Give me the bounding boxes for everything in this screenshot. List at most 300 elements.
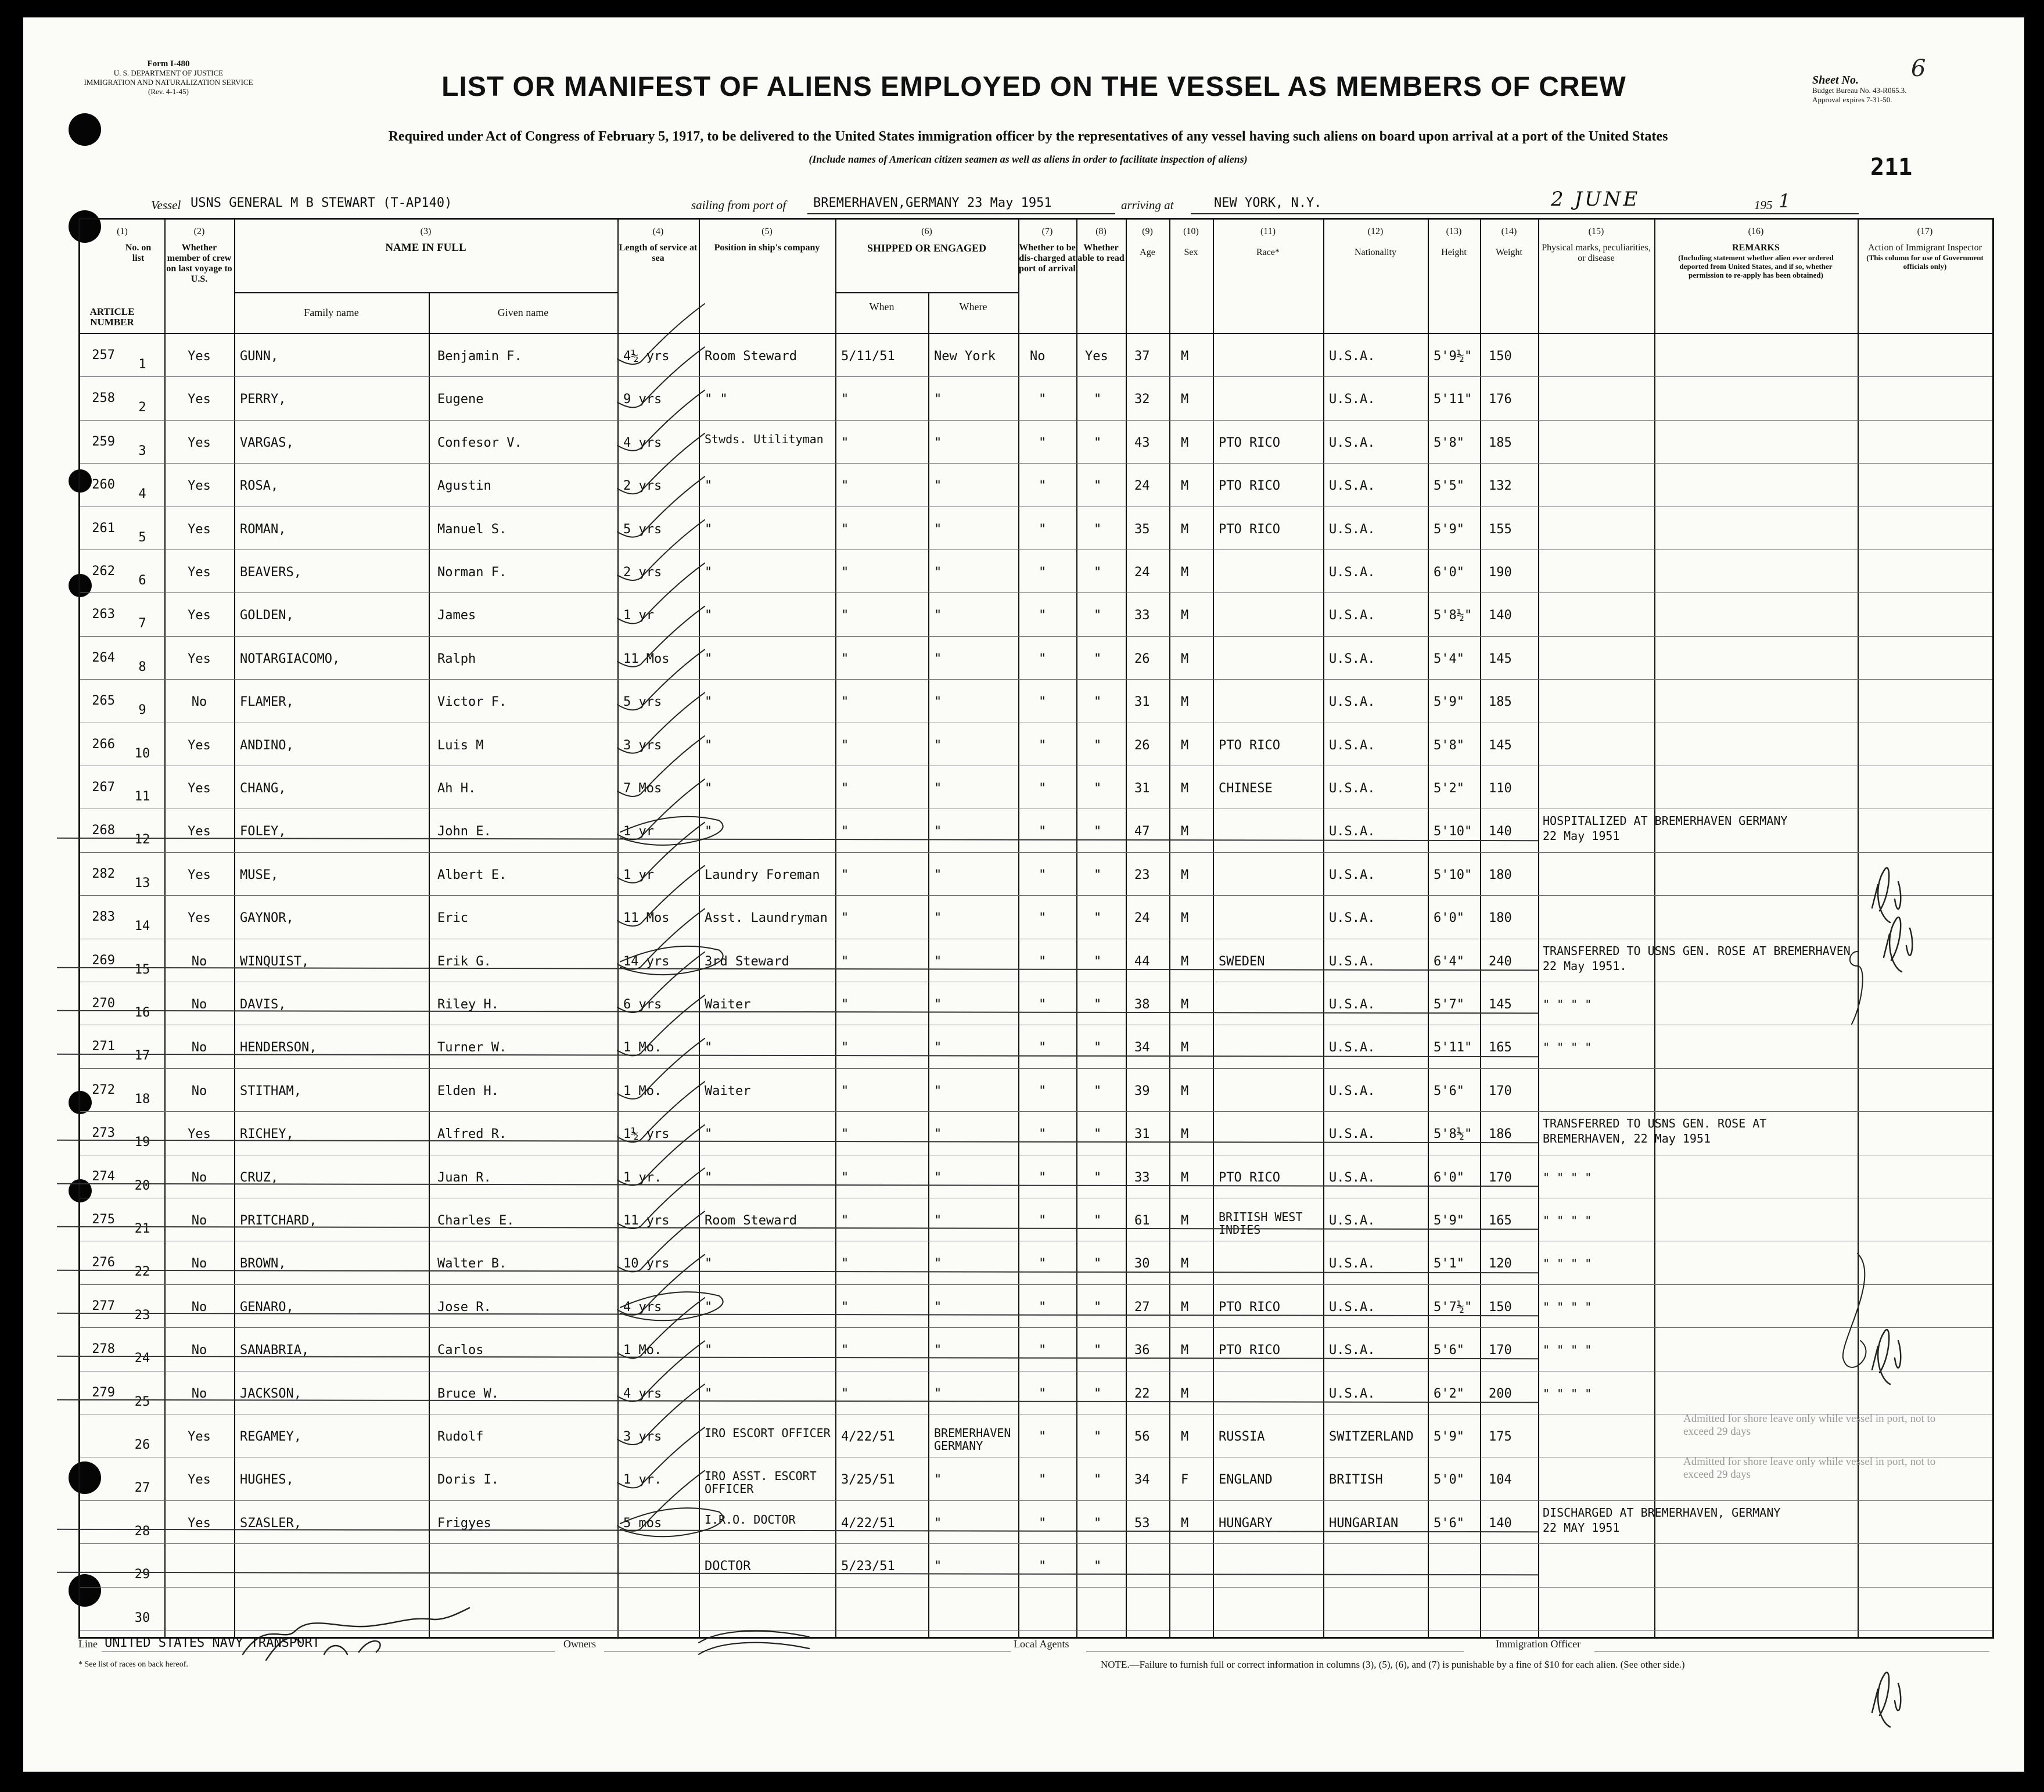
circle-mark (620, 817, 723, 845)
age: 31 (1134, 781, 1150, 796)
position: IRO ASST. ESCORT OFFICER (705, 1469, 817, 1496)
inspector-action: Admitted for shore leave only while vessel in port, not to exceed 29 days (1683, 1456, 1936, 1481)
vessel-label: Vessel (151, 198, 181, 212)
article-number: 265 (92, 694, 115, 709)
arriving-at: NEW YORK, N.Y. (1214, 196, 1322, 210)
weight: 132 (1489, 479, 1512, 494)
header-c17-note: (This column for use of Government officials only) (1866, 253, 1984, 271)
line-number: 16 (134, 1005, 150, 1020)
can-read: " (1094, 1473, 1102, 1488)
vessel-name: USNS GENERAL M B STEWART (T-AP140) (191, 196, 452, 210)
check-mark (617, 649, 705, 710)
prior-voyage: No (191, 1386, 207, 1401)
discharged: " (1039, 824, 1047, 839)
remarks: " " " " (1543, 997, 1592, 1011)
weight: 145 (1489, 651, 1512, 666)
sheet-label: Sheet No. (1812, 74, 1859, 87)
given-name: Rudolf (437, 1430, 484, 1444)
service-length: 7 Mos (623, 781, 662, 796)
weight: 170 (1489, 1343, 1512, 1358)
line-number: 6 (138, 573, 146, 588)
service-length: 1 yr. (623, 1170, 662, 1185)
prior-voyage: Yes (188, 1430, 211, 1444)
remarks: " " " " (1543, 1170, 1592, 1184)
check-mark (617, 1125, 705, 1186)
initials-mark (1872, 868, 1901, 922)
height: 5'0" (1434, 1473, 1464, 1488)
line-number: 14 (134, 919, 150, 934)
shipped-where: " (934, 911, 942, 926)
check-mark (617, 347, 705, 407)
service-length: 1 yr (623, 608, 654, 623)
race: SWEDEN (1219, 954, 1265, 969)
service-length: 6 yrs (623, 997, 662, 1012)
nationality: U.S.A. (1329, 695, 1375, 710)
weight: 165 (1489, 1213, 1512, 1228)
weight: 145 (1489, 738, 1512, 753)
revision: (Rev. 4-1-45) (148, 87, 189, 96)
header-c6-num: (6) (921, 227, 932, 236)
service-length: 1 Mo. (623, 1040, 662, 1055)
check-mark (617, 477, 705, 537)
form-identifier (58, 59, 279, 96)
prior-voyage: Yes (188, 349, 211, 364)
height: 5'9½" (1434, 349, 1472, 364)
line-number: 22 (134, 1265, 150, 1280)
nationality: SWITZERLAND (1329, 1430, 1414, 1444)
position: Waiter (705, 1083, 751, 1098)
check-mark (617, 736, 705, 796)
prior-voyage: Yes (188, 392, 211, 407)
arrival-date: 2 JUNE (1551, 188, 1640, 211)
position: " (705, 824, 713, 839)
nationality: U.S.A. (1329, 1170, 1375, 1185)
shipped-when: " (841, 1083, 849, 1098)
shipped-where: " (934, 479, 942, 494)
discharged: " (1039, 1516, 1047, 1531)
check-mark (617, 866, 705, 926)
service-length: 1 yr. (623, 1473, 662, 1488)
age: 53 (1134, 1516, 1150, 1531)
races-note: * See list of races on back hereof. (78, 1660, 188, 1669)
weight: 110 (1489, 781, 1512, 796)
header-c3: NAME IN FULL (385, 242, 466, 254)
height: 5'9" (1434, 695, 1464, 710)
nationality: U.S.A. (1329, 435, 1375, 450)
age: 47 (1134, 824, 1150, 839)
circle-mark (620, 1508, 723, 1536)
header-c17-num: (17) (1917, 227, 1933, 236)
check-mark (617, 909, 705, 969)
sex: M (1181, 1299, 1189, 1315)
check-mark (617, 1255, 705, 1315)
bracket-mark (1850, 951, 1863, 1024)
shipped-when: " (841, 1386, 849, 1401)
header-given-name: Given name (497, 307, 549, 318)
given-name: Turner W. (437, 1040, 507, 1055)
weight: 176 (1489, 392, 1512, 407)
age: 43 (1134, 435, 1150, 450)
can-read: " (1094, 1516, 1102, 1531)
service-length: 1 yr (623, 824, 654, 839)
family-name: FOLEY, (240, 824, 286, 839)
remarks-date: 22 MAY 1951 (1543, 1520, 1620, 1535)
age: 35 (1134, 522, 1150, 537)
page-stamp: 211 (1870, 154, 1913, 181)
shipped-when: " (841, 997, 849, 1012)
age: 32 (1134, 392, 1150, 407)
shipped-where: " (934, 1213, 942, 1228)
shipped-where: " (934, 435, 942, 450)
service-length: 4 yrs (623, 1299, 662, 1315)
sex: M (1181, 954, 1189, 969)
height: 5'5" (1434, 479, 1464, 494)
discharged: " (1039, 1473, 1047, 1488)
discharged: " (1039, 738, 1047, 753)
article-number: 275 (92, 1212, 115, 1227)
discharged: " (1039, 695, 1047, 710)
position: Stwds. Utilityman (705, 432, 824, 446)
discharged: " (1039, 1386, 1047, 1401)
nationality: U.S.A. (1329, 867, 1375, 882)
check-mark (617, 952, 705, 1012)
prior-voyage: No (191, 1256, 207, 1272)
article-number: 260 (92, 477, 115, 493)
sex: M (1181, 1430, 1189, 1444)
weight: 180 (1489, 911, 1512, 926)
check-mark (617, 606, 705, 667)
position: " (705, 565, 713, 580)
race: CHINESE (1219, 781, 1273, 796)
sex: M (1181, 824, 1189, 839)
position: " " (705, 392, 728, 407)
shipped-when: " (841, 867, 849, 882)
nationality: U.S.A. (1329, 1256, 1375, 1272)
sex: M (1181, 522, 1189, 537)
height: 6'0" (1434, 911, 1464, 926)
remarks: " " " " (1543, 1386, 1592, 1400)
line-value: UNITED STATES NAVY TRANSPORT (105, 1636, 320, 1650)
family-name: DAVIS, (240, 997, 286, 1012)
position: Waiter (705, 997, 751, 1012)
header-c2: Whether member of crew on last voyage to U.S. (166, 243, 232, 284)
service-length: 5 yrs (623, 695, 662, 710)
weight: 165 (1489, 1040, 1512, 1055)
shipped-where: " (934, 1559, 942, 1574)
weight: 186 (1489, 1127, 1512, 1142)
weight: 185 (1489, 435, 1512, 450)
given-name: James (437, 608, 476, 623)
line-number: 20 (134, 1178, 150, 1193)
discharged: " (1039, 997, 1047, 1012)
discharged: " (1039, 1430, 1047, 1444)
age: 26 (1134, 738, 1150, 753)
article-number: 277 (92, 1298, 115, 1313)
article-number: 267 (92, 780, 115, 795)
sex: M (1181, 738, 1189, 753)
service-length: 4 yrs (623, 435, 662, 450)
shipped-when: " (841, 695, 849, 710)
handwritten-marks (80, 220, 1992, 1637)
can-read: " (1094, 565, 1102, 580)
nationality: U.S.A. (1329, 1299, 1375, 1315)
line-number: 24 (134, 1351, 150, 1366)
sex: M (1181, 1213, 1189, 1228)
height: 5'11" (1434, 1040, 1472, 1055)
height: 5'6" (1434, 1516, 1464, 1531)
family-name: FLAMER, (240, 695, 294, 710)
discharged: " (1039, 1256, 1047, 1272)
height: 5'2" (1434, 781, 1464, 796)
family-name: CHANG, (240, 781, 286, 796)
position: Asst. Laundryman (705, 911, 828, 926)
family-name: BEAVERS, (240, 565, 301, 580)
sailing-label: sailing from port of (691, 198, 786, 212)
shipped-when: " (841, 435, 849, 450)
given-name: Manuel S. (437, 522, 507, 537)
remarks: TRANSFERRED TO USNS GEN. ROSE AT BREMERHAVEN (1543, 943, 1851, 958)
sex: M (1181, 608, 1189, 623)
remarks: " " " " (1543, 1256, 1592, 1271)
discharged: " (1039, 479, 1047, 494)
height: 5'7½" (1434, 1299, 1472, 1315)
given-name: John E. (437, 824, 491, 839)
line-number: 13 (134, 875, 150, 890)
race: PTO RICO (1219, 435, 1280, 450)
prior-voyage: Yes (188, 867, 211, 882)
can-read: " (1094, 479, 1102, 494)
family-name: VARGAS, (240, 435, 294, 450)
discharged: " (1039, 1213, 1047, 1228)
shipped-when: 4/22/51 (841, 1516, 895, 1531)
height: 5'8½" (1434, 1127, 1472, 1142)
article-number: 283 (92, 910, 115, 925)
given-name: Eugene (437, 392, 484, 407)
nationality: U.S.A. (1329, 997, 1375, 1012)
height: 5'9" (1434, 1213, 1464, 1228)
check-mark (617, 995, 705, 1055)
family-name: ROMAN, (240, 522, 286, 537)
check-mark (617, 1039, 705, 1099)
budget-bureau: Budget Bureau No. 43-R065.3. (1812, 86, 1907, 95)
can-read: " (1094, 997, 1102, 1012)
header-c11-num: (11) (1260, 227, 1276, 236)
can-read: " (1094, 954, 1102, 969)
article-number: 258 (92, 391, 115, 406)
weight: 150 (1489, 1299, 1512, 1315)
prior-voyage: No (191, 1040, 207, 1055)
prior-voyage: No (191, 954, 207, 969)
line-number: 10 (134, 746, 150, 761)
family-name: HENDERSON, (240, 1040, 317, 1055)
given-name: Elden H. (437, 1083, 499, 1098)
shipped-when: " (841, 1213, 849, 1228)
shipped-where: " (934, 867, 942, 882)
remarks: " " " " (1543, 1343, 1592, 1358)
discharged: " (1039, 781, 1047, 796)
prior-voyage: Yes (188, 565, 211, 580)
family-name: GUNN, (240, 349, 279, 364)
position: Room Steward (705, 1213, 797, 1228)
line-number: 8 (138, 659, 146, 674)
check-mark (617, 304, 705, 364)
weight: 104 (1489, 1473, 1512, 1488)
nationality: U.S.A. (1329, 479, 1375, 494)
can-read: " (1094, 1430, 1102, 1444)
sex: M (1181, 695, 1189, 710)
age: 39 (1134, 1083, 1150, 1098)
sex: M (1181, 781, 1189, 796)
family-name: JACKSON, (240, 1386, 301, 1401)
line-number: 12 (134, 832, 150, 847)
line-number: 4 (138, 487, 146, 502)
service-length: 4½ yrs (623, 349, 670, 364)
nationality: U.S.A. (1329, 522, 1375, 537)
line-number: 2 (138, 400, 146, 415)
sex: M (1181, 565, 1189, 580)
header-c14-num: (14) (1501, 227, 1517, 236)
header-c8-num: (8) (1095, 227, 1107, 236)
header-c2-num: (2) (193, 227, 205, 236)
sex: M (1181, 867, 1189, 882)
shipped-where: " (934, 1083, 942, 1098)
shipped-where: " (934, 565, 942, 580)
shipped-where: " (934, 695, 942, 710)
prior-voyage: No (191, 1343, 207, 1358)
remarks: TRANSFERRED TO USNS GEN. ROSE AT (1543, 1116, 1767, 1131)
race: BRITISH WEST INDIES (1219, 1210, 1303, 1237)
given-name: Ah H. (437, 781, 476, 796)
can-read: " (1094, 522, 1102, 537)
given-name: Bruce W. (437, 1386, 499, 1401)
shipped-when: " (841, 738, 849, 753)
discharged: " (1039, 1127, 1047, 1142)
age: 30 (1134, 1256, 1150, 1272)
weight: 170 (1489, 1170, 1512, 1185)
discharged: " (1039, 954, 1047, 969)
shipped-when: " (841, 479, 849, 494)
family-name: RICHEY, (240, 1127, 294, 1142)
position: " (705, 479, 713, 494)
family-name: SZASLER, (240, 1516, 301, 1531)
shipped-where: BREMERHAVEN GERMANY (934, 1426, 1011, 1453)
initials-mark (1884, 917, 1912, 972)
height: 5'8" (1434, 435, 1464, 450)
position: " (705, 651, 713, 666)
given-name: Jose R. (437, 1299, 491, 1315)
header-c7: Whether to be dis-charged at port of arrival (1019, 243, 1076, 274)
line-number: 29 (134, 1567, 150, 1582)
header-article: ARTICLE NUMBER (89, 306, 135, 328)
service-length: 11 Mos (623, 911, 670, 926)
prior-voyage: Yes (188, 651, 211, 666)
header-c13-num: (13) (1446, 227, 1462, 236)
prior-voyage: No (191, 1170, 207, 1185)
weight: 240 (1489, 954, 1512, 969)
sex: M (1181, 349, 1189, 364)
family-name: ANDINO, (240, 738, 294, 753)
height: 5'6" (1434, 1083, 1464, 1098)
check-mark (617, 823, 705, 883)
position: " (705, 522, 713, 537)
header-c17: Action of Immigrant Inspector (1868, 243, 1982, 253)
sex: M (1181, 1343, 1189, 1358)
header-c13: Height (1441, 247, 1467, 257)
line-label: Line (78, 1638, 98, 1650)
header-c10: Sex (1184, 247, 1198, 257)
weight: 200 (1489, 1386, 1512, 1401)
nationality: U.S.A. (1329, 954, 1375, 969)
position: " (705, 608, 713, 623)
sex: M (1181, 1170, 1189, 1185)
can-read: " (1094, 781, 1102, 796)
shipped-where: " (934, 824, 942, 839)
article-number: 263 (92, 607, 115, 622)
check-mark (617, 1341, 705, 1402)
height: 5'10" (1434, 867, 1472, 882)
position: " (705, 1170, 713, 1185)
check-mark (617, 1298, 705, 1358)
given-name: Confesor V. (437, 435, 522, 450)
nationality: BRITISH (1329, 1473, 1383, 1488)
weight: 175 (1489, 1430, 1512, 1444)
page-title: LIST OR MANIFEST OF ALIENS EMPLOYED ON THE VESSEL AS MEMBERS OF CREW (441, 71, 1626, 102)
age: 23 (1134, 867, 1150, 882)
age: 22 (1134, 1386, 1150, 1401)
service-length: 14 yrs (623, 954, 670, 969)
age: 37 (1134, 349, 1150, 364)
prior-voyage: Yes (188, 1516, 211, 1531)
shipped-where: " (934, 997, 942, 1012)
bracket-mark (1843, 1254, 1866, 1367)
service-length: 2 yrs (623, 479, 662, 494)
given-name: Juan R. (437, 1170, 491, 1185)
check-mark (617, 1471, 705, 1531)
sex: F (1181, 1473, 1189, 1488)
header-c7-num: (7) (1041, 227, 1053, 236)
nationality: U.S.A. (1329, 738, 1375, 753)
age: 24 (1134, 911, 1150, 926)
race: RUSSIA (1219, 1430, 1265, 1444)
line-number: 21 (134, 1222, 150, 1236)
shipped-when: " (841, 1299, 849, 1315)
crew-table (78, 218, 1994, 1639)
shipped-where: " (934, 608, 942, 623)
article-number: 262 (92, 564, 115, 579)
nationality: U.S.A. (1329, 651, 1375, 666)
shipped-where: " (934, 1127, 942, 1142)
race: PTO RICO (1219, 522, 1280, 537)
family-name: MUSE, (240, 867, 279, 882)
given-name: Frigyes (437, 1516, 491, 1531)
header-c14: Weight (1496, 247, 1522, 257)
check-mark (617, 1211, 705, 1272)
header-c15-num: (15) (1588, 227, 1604, 236)
nationality: HUNGARIAN (1329, 1516, 1399, 1531)
can-read: " (1094, 435, 1102, 450)
shipped-where: " (934, 1516, 942, 1531)
service-length: 1 Mo. (623, 1343, 662, 1358)
check-mark (617, 779, 705, 839)
circle-mark (620, 946, 723, 975)
race: PTO RICO (1219, 738, 1280, 753)
race: PTO RICO (1219, 1343, 1280, 1358)
position: " (705, 1343, 713, 1358)
sex: M (1181, 651, 1189, 666)
given-name: Benjamin F. (437, 349, 522, 364)
age: 61 (1134, 1213, 1150, 1228)
family-name: WINQUIST, (240, 954, 310, 969)
